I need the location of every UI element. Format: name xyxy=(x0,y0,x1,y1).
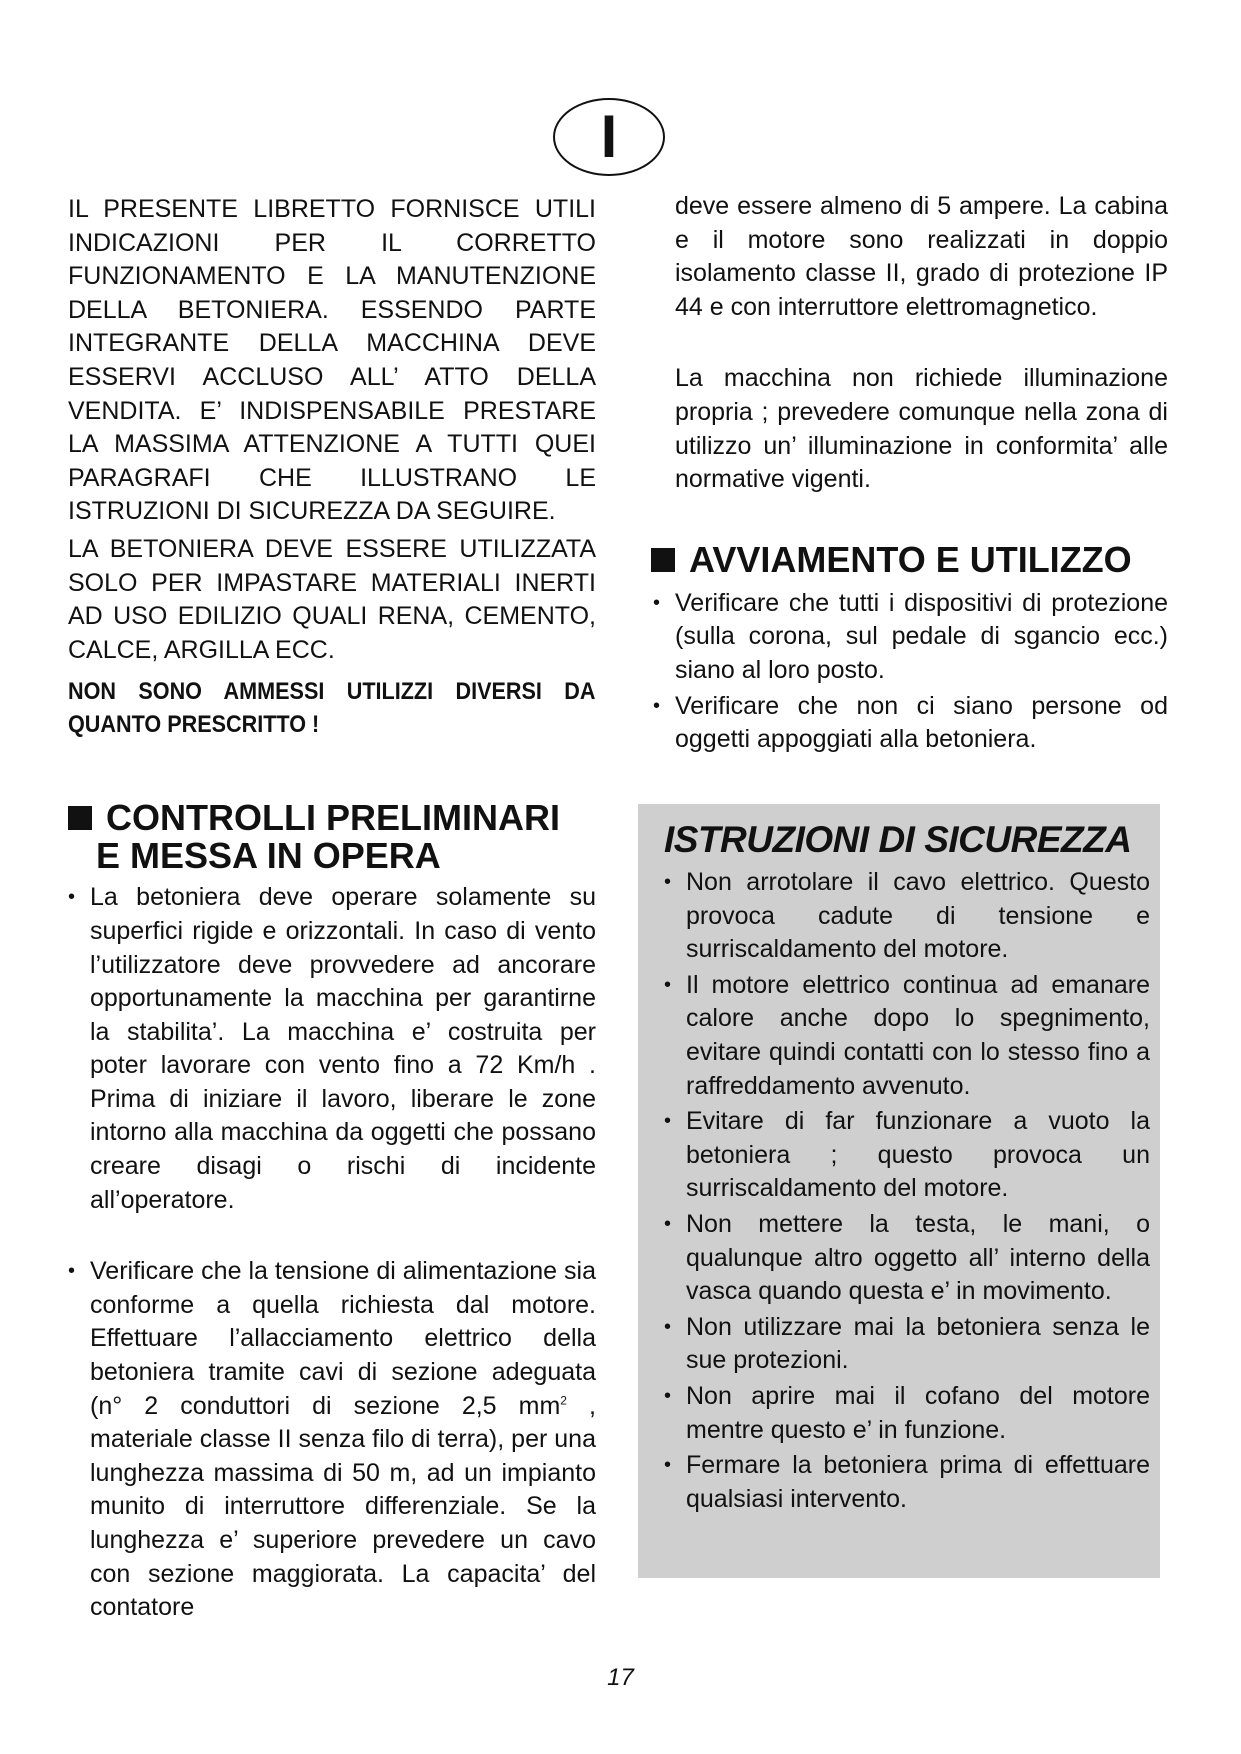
safety-bullet-7: • Fermare la betoniera prima di effettuare qualsiasi intervento. xyxy=(664,1449,1150,1516)
avviamento-heading xyxy=(651,538,1168,580)
language-badge xyxy=(553,98,665,176)
safety-title: ISTRUZIONI DI SICUREZZA xyxy=(664,819,1132,860)
controlli-list xyxy=(68,881,596,1624)
illuminazione-paragraph: La macchina non richiede illuminazione propria ; prevedere comunque nella zona di utilizzo un’ illuminazione in conformita’ alle normative vigenti. xyxy=(675,364,1168,494)
safety-bullet-2: • Il motore elettrico continua ad emanare calore anche dopo lo spegnimento, evitare quindi contatti con lo stesso fino a raffreddamento avvenuto. xyxy=(664,969,1150,1103)
controlli-bullet-1 xyxy=(68,881,596,1217)
avviamento-heading-text: AVVIAMENTO E UTILIZZO xyxy=(689,538,1132,580)
controlli-heading-line1: CONTROLLI PRELIMINARI xyxy=(106,797,560,839)
avviamento-bullet-1: • Verificare che tutti i dispositivi di protezione (sulla corona, sul pedale di sgancio ecc.) siano al loro posto. xyxy=(653,587,1168,688)
controlli-bullet-2 xyxy=(68,1255,596,1625)
intro-paragraph-2: LA BETONIERA DEVE ESSERE UTILIZZATA SOLO PER IMPASTARE MATERIALI INERTI AD USO EDILIZIO QUALI RENA, CEMENTO, CALCE, ARGILLA ECC. xyxy=(68,534,596,664)
intro-paragraph-1: IL PRESENTE LIBRETTO FORNISCE UTILI INDICAZIONI PER IL CORRETTO FUNZIONAMENTO E LA MANUTENZIONE DELLA BETONIERA. ESSENDO PARTE INTEGRANTE DELLA MACCHINA DEVE ESSERVI ACCLUSO ALL’ ATTO DELLA VENDITA. E’ INDISPENSABILE PRESTARE LA MASSIMA ATTENZIONE A TUTTI QUEI PARAGRAFI CHE ILLUSTRANO LE ISTRUZIONI DI SICUREZZA DA SEGUIRE. xyxy=(68,195,596,526)
square-bullet-icon xyxy=(68,806,92,830)
safety-bullet-4: • Non mettere la testa, le mani, o qualunque altro oggetto all’ interno della vasca quando questa e’ in movimento. xyxy=(664,1208,1150,1309)
safety-bullet-6: • Non aprire mai il cofano del motore mentre questo e’ in funzione. xyxy=(664,1380,1150,1447)
controlli-bullet-2-text-a: Verificare che la tensione di alimentazione sia conforme a quella richiesta dal motore. Effettuare l’allacciamento elettrico della betoniera tramite cavi di sezione adeguata (n° 2 conduttori di sezione 2,5 mm xyxy=(90,1257,596,1420)
right-column xyxy=(675,190,1168,757)
safety-bullet-3: • Evitare di far funzionare a vuoto la betoniera ; questo provoca un surriscaldamento del motore. xyxy=(664,1105,1150,1206)
language-letter: I xyxy=(600,103,618,170)
safety-bullet-1: • Non arrotolare il cavo elettrico. Questo provoca cadute di tensione e surriscaldamento del motore. xyxy=(664,866,1150,967)
controlli-heading-line2: E MESSA IN OPERA xyxy=(96,835,441,877)
controlli-bullet-2-text-b: , materiale classe II senza filo di terra), per una lunghezza massima di 50 m, ad un impianto munito di interruttore differenziale. Se la lunghezza e’ superiore prevedere un cavo con sezione maggiorata. La capacita’ del contatore xyxy=(90,1391,596,1622)
intro-warning: NON SONO AMMESSI UTILIZZI DIVERSI DA QUANTO PRESCRITTO ! xyxy=(68,678,596,739)
controlli-bullet-1-text: La betoniera deve operare solamente su superfici rigide e orizzontali. In caso di vento l’utilizzatore deve provvedere ad ancorare opportunamente la macchina per garantirne la stabilita’. La macchina e’ costruita per poter lavorare con vento fino a 72 Km/h . Prima di iniziare il lavoro, liberare le zone intorno alla macchina da oggetti che possano creare disagi o rischi di incidente all’operatore. xyxy=(90,883,596,1214)
square-bullet-icon xyxy=(651,548,675,572)
safety-list xyxy=(664,866,1150,1516)
page-number: 17 xyxy=(607,1664,634,1691)
safety-bullet-5: • Non utilizzare mai la betoniera senza le sue protezioni. xyxy=(664,1311,1150,1378)
controlli-heading xyxy=(68,799,596,875)
superscript-2: 2 xyxy=(560,1393,567,1408)
safety-box xyxy=(638,804,1160,1578)
avviamento-list xyxy=(653,587,1168,757)
left-column xyxy=(68,193,596,1625)
continuation-paragraph: deve essere almeno di 5 ampere. La cabina e il motore sono realizzati in doppio isolamento classe II, grado di protezione IP 44 e con interruttore elettromagnetico. xyxy=(675,192,1168,321)
avviamento-bullet-2: • Verificare che non ci siano persone od oggetti appoggiati alla betoniera. xyxy=(653,690,1168,757)
